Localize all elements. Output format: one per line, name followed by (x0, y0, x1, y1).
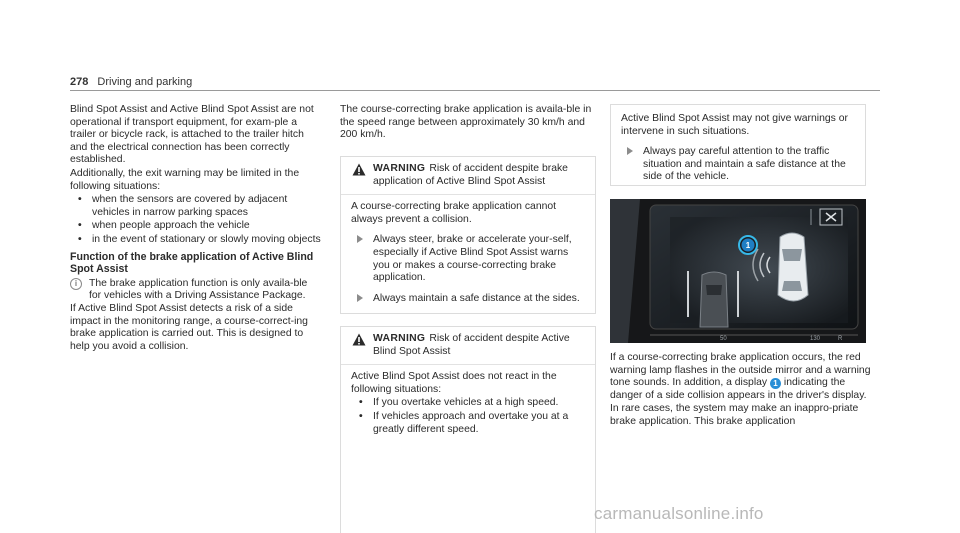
arrow-right-icon (357, 294, 363, 302)
info-note (70, 278, 322, 303)
gear-label: R (838, 336, 843, 342)
instruction-step (627, 146, 855, 184)
paragraph: The course-correcting brake application is availa-ble in the speed range between approximately 30 km/h and 200 km/h. (340, 104, 592, 141)
step-text: Always maintain a safe distance at the sides. (373, 292, 580, 304)
step-text: Always steer, brake or accelerate your-self, especially if Active Blind Spot Assist warns you or makes a course-correcting brake application. (373, 234, 572, 284)
list-item: • If vehicles approach and overtake you at a greatly different speed. (359, 411, 585, 436)
warning-title: Risk of accident despite brake application of Active Blind Spot Assist (373, 163, 568, 187)
arrow-right-icon (627, 147, 633, 155)
instruction-step (357, 234, 585, 284)
section-title: Driving and parking (97, 76, 193, 88)
instruction-step (357, 293, 585, 306)
display-illustration (610, 199, 866, 343)
paragraph (610, 352, 872, 402)
scale-left-label: 50 (720, 336, 727, 342)
warning-triangle-icon (352, 163, 366, 176)
list-item: • when the sensors are covered by adjacent vehicles in narrow parking spaces (78, 194, 322, 219)
paragraph-part: If a course-correcting brake application occurs, the red warning lamp flashes in the outside mirror and a warning tone sounds. In addition, a display (610, 352, 871, 389)
paragraph: In rare cases, the system may make an inappro-priate brake application. This brake application (610, 403, 859, 427)
warning-box (340, 156, 596, 314)
paragraph: If Active Blind Spot Assist detects a risk of a side impact in the monitoring range, a course-correct-ing brake application is carried out. This is designed to help you avoid a collision. (70, 302, 308, 352)
watermark: carmanualsonline.info (594, 504, 764, 523)
warning-body: Active Blind Spot Assist may not give warnings or intervene in such situations. (621, 113, 848, 137)
list-item: • when people approach the vehicle (78, 220, 322, 233)
step-text: Always pay careful attention to the traffic situation and maintain a safe distance at the side of the vehicle. (643, 146, 846, 183)
warning-title: Risk of accident despite Active Blind Spot Assist (373, 333, 570, 357)
warning-header (341, 333, 595, 365)
warning-body: A course-correcting brake application cannot always prevent a collision. (351, 201, 557, 225)
other-vehicle-icon (700, 272, 728, 327)
note-text: The brake application function is only availa-ble for vehicles with a Driving Assistance Package. (89, 277, 308, 302)
column-1 (70, 104, 322, 354)
paragraph: Blind Spot Assist and Active Blind Spot Assist are not operational if transport equipment, for exam-ple a trailer or bicycle rack, is attached to the trailer hitch and the electrical connection has been correctly established. (70, 104, 314, 166)
warning-body: Active Blind Spot Assist does not react in the following situations: (351, 371, 557, 395)
arrow-right-icon (357, 235, 363, 243)
header-divider (70, 90, 880, 91)
figure-caption-text (610, 352, 872, 430)
page-header (70, 76, 192, 89)
section-heading: Function of the brake application of Active Blind Spot Assist (70, 250, 314, 276)
list-item: • If you overtake vehicles at a high speed. (359, 397, 585, 410)
warning-box (340, 326, 596, 533)
list-item: • in the event of stationary or slowly moving objects (78, 234, 322, 247)
warning-header (341, 163, 595, 195)
page-number: 278 (70, 76, 89, 88)
callout-badge: 1 (770, 378, 781, 389)
badge-number: 1 (745, 241, 751, 250)
column-2 (340, 104, 596, 435)
warning-triangle-icon (352, 333, 366, 346)
warning-label: WARNING (373, 163, 426, 174)
info-icon: i (70, 278, 82, 290)
driver-display-figure (610, 199, 866, 343)
paragraph-part: indicating the danger of a side collision appears in the driver's display. (610, 377, 867, 401)
paragraph: Additionally, the exit warning may be limited in the following situations: (70, 167, 300, 192)
warning-box-continued (610, 104, 866, 186)
scale-right-label: 130 (810, 336, 821, 342)
warning-label: WARNING (373, 333, 426, 344)
